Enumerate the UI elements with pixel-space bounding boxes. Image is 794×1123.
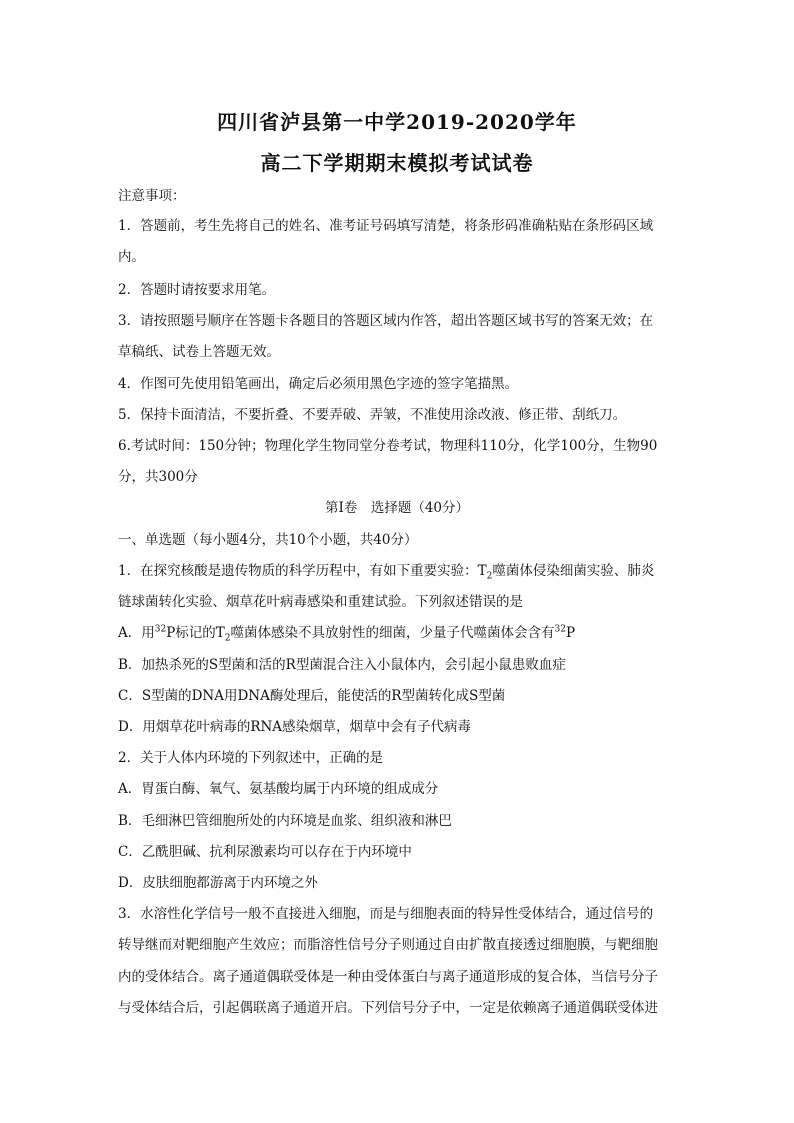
part-1-heading: 第I卷 选择题（40分） <box>324 500 469 516</box>
question-1-stem-line-1: 1．在探究核酸是遗传物质的科学历程中，有如下重要实验：$T_2$噬菌体侵染细菌实验、肺炎 <box>118 563 655 581</box>
question-1-option-d: D．用烟草花叶病毒的RNA感染烟草，烟草中会有子代病毒 <box>118 719 472 735</box>
exam-title-line-2: 高二下学期期末模拟考试试卷 <box>260 151 534 175</box>
question-2-option-a: A．胃蛋白酶、氧气、氨基酸均属于内环境的组成成分 <box>118 781 439 797</box>
question-2-option-d: D．皮肤细胞都游离于内环境之外 <box>118 875 318 891</box>
question-3-line-4: 与受体结合后，引起偶联离子通道开启。下列信号分子中，一定是依赖离子通道偶联受体进 <box>118 1000 658 1016</box>
note-4: 4．作图可先使用铅笔画出，确定后必须用黑色字迹的签字笔描黑。 <box>118 376 519 392</box>
notes-heading: 注意事项： <box>118 188 186 204</box>
note-6-line-2: 分，共300分 <box>118 469 198 485</box>
question-3-line-1: 3．水溶性化学信号一般不直接进入细胞，而是与细胞表面的特异性受体结合，通过信号的 <box>118 906 654 922</box>
section-heading: 一、单选题（每小题4分，共10个小题，共40分） <box>118 532 418 548</box>
note-3-line-1: 3．请按照题号顺序在答题卡各题目的答题区域内作答，超出答题区域书写的答案无效；在 <box>118 313 654 329</box>
note-1-line-1: 1．答题前，考生先将自己的姓名、准考证号码填写清楚，将条形码准确粘贴在条形码区域 <box>118 218 654 234</box>
note-5: 5．保持卡面清洁，不要折叠、不要弄破、弄皱，不准使用涂改液、修正带、刮纸刀。 <box>118 407 627 423</box>
question-2-option-c: C．乙酰胆碱、抗利尿激素均可以存在于内环境中 <box>118 844 412 860</box>
note-6-line-1: 6.考试时间：150分钟；物理化学生物同堂分卷考试，物理科110分，化学100分，生物90 <box>118 438 658 454</box>
note-2: 2．答题时请按要求用笔。 <box>118 282 276 298</box>
exam-title-line-1: 四川省泸县第一中学2019-2020学年 <box>217 110 577 134</box>
note-3-line-2: 草稿纸、试卷上答题无效。 <box>118 344 280 360</box>
question-3-line-2: 转导继而对靶细胞产生效应；而脂溶性信号分子则通过自由扩散直接透过细胞膜，与靶细胞 <box>118 937 658 953</box>
question-2-option-b: B．毛细淋巴管细胞所处的内环境是血浆、组织液和淋巴 <box>118 813 452 829</box>
question-1-option-c: C．S型菌的DNA用DNA酶处理后，能使活的R型菌转化成S型菌 <box>118 688 506 704</box>
question-2-stem: 2．关于人体内环境的下列叙述中，正确的是 <box>118 750 384 766</box>
question-1-option-a: A．用$^{32}$P标记的$T_2$噬菌体感染不具放射性的细菌，少量子代噬菌体会含有$^{32}$P <box>118 624 576 643</box>
question-1-stem-line-2: 链球菌转化实验、烟草花叶病毒感染和重建试验。下列叙述错误的是 <box>118 594 523 610</box>
question-1-option-b: B．加热杀死的S型菌和活的R型菌混合注入小鼠体内，会引起小鼠患败血症 <box>118 657 566 673</box>
note-1-line-2: 内。 <box>118 249 145 265</box>
question-3-line-3: 内的受体结合。离子通道偶联受体是一种由受体蛋白与离子通道形成的复合体，当信号分子 <box>118 969 658 985</box>
